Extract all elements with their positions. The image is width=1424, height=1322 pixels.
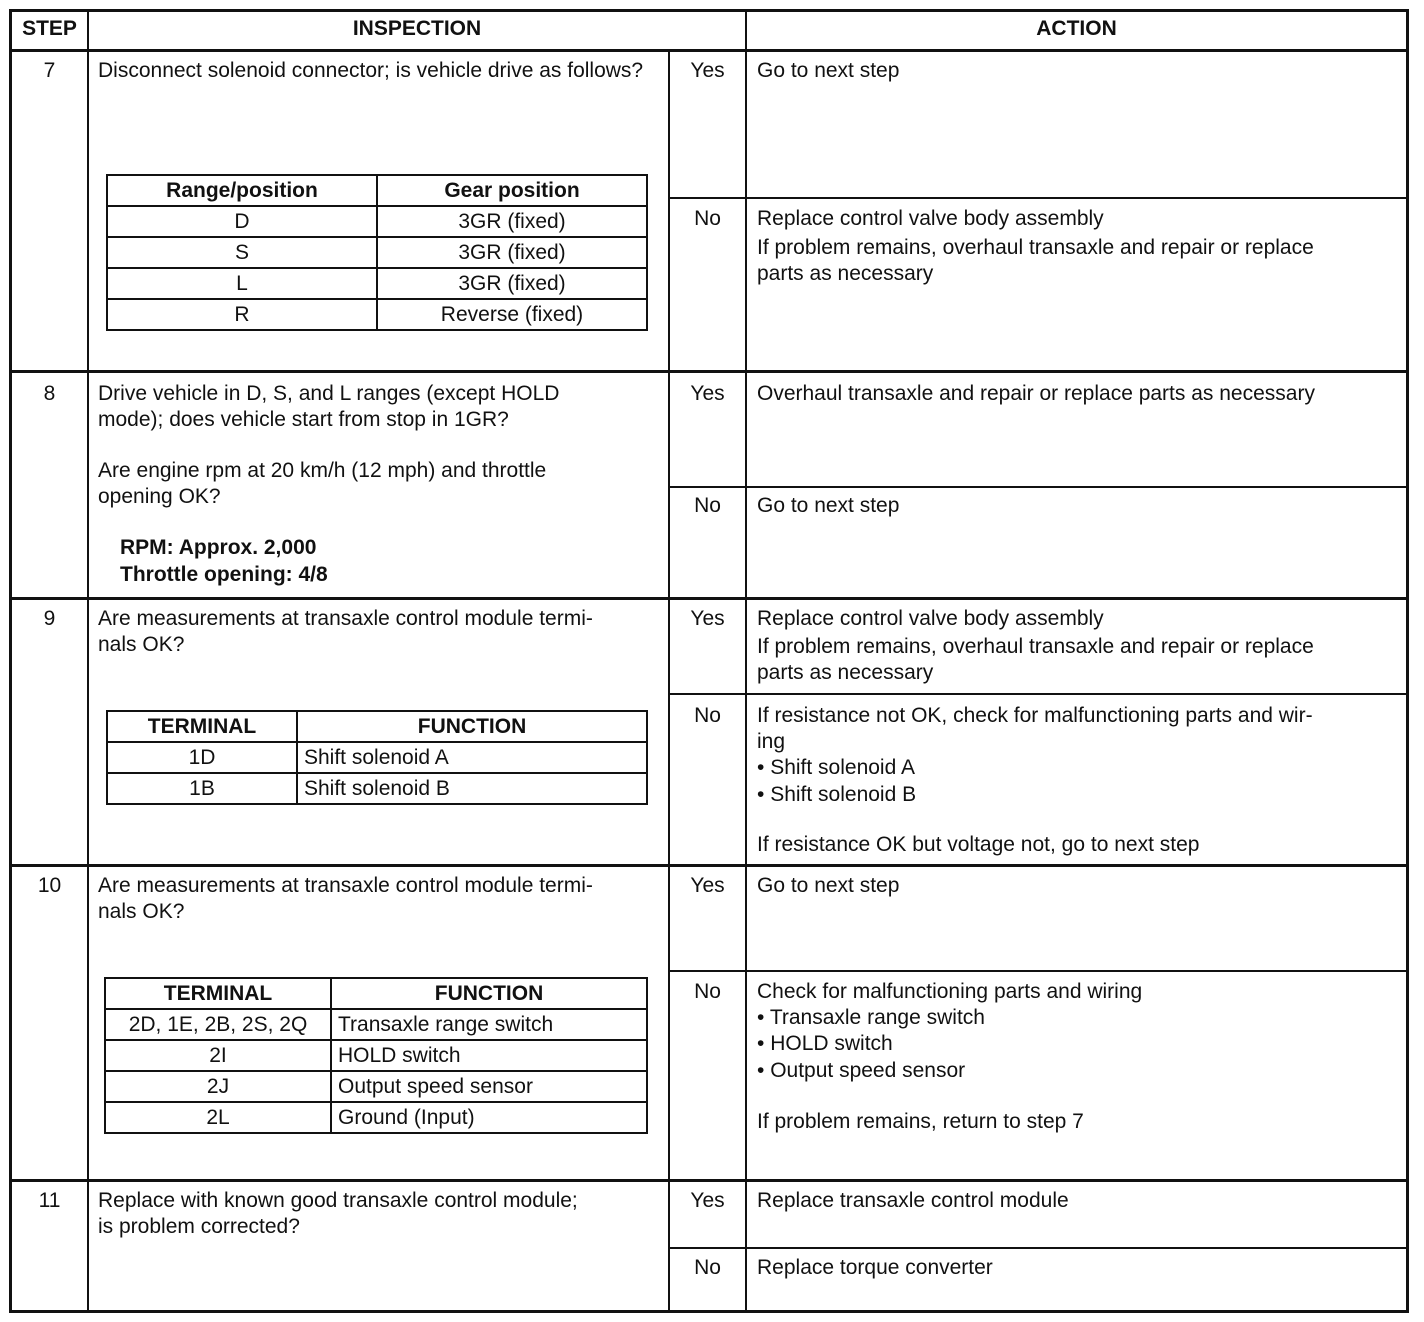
table-cell: Shift solenoid B — [297, 773, 647, 804]
step-number: 10 — [37, 874, 62, 897]
bullet-item: • Output speed sensor — [757, 1058, 965, 1084]
no-action: Go to next step — [757, 494, 900, 517]
table-cell: 3GR (fixed) — [377, 237, 647, 268]
inspection-line: Are measurements at transaxle control module termi- — [98, 607, 593, 630]
table-cell: 2J — [105, 1071, 331, 1102]
table-cell: R — [107, 299, 377, 330]
table-cell: 1B — [107, 773, 297, 804]
column-header: FUNCTION — [297, 711, 647, 742]
table-cell: S — [107, 237, 377, 268]
bullet-item: • Transaxle range switch — [757, 1005, 985, 1031]
no-action-line: If problem remains, overhaul transaxle and repair or replace — [757, 236, 1314, 259]
table-row — [105, 1071, 647, 1102]
table-row — [105, 1009, 647, 1040]
yes-label: Yes — [690, 59, 725, 82]
step-number: 7 — [43, 59, 56, 82]
table-cell: 3GR (fixed) — [377, 206, 647, 237]
table-row — [107, 742, 647, 773]
step-number: 8 — [43, 382, 56, 405]
yes-action: Go to next step — [757, 59, 900, 82]
spec-rpm: RPM: Approx. 2,000 — [120, 536, 317, 559]
inspection-line: nals OK? — [98, 900, 185, 923]
table-row — [107, 773, 647, 804]
inspection-text: Disconnect solenoid connector; is vehicle drive as follows? — [98, 59, 644, 82]
bullet-item: • HOLD switch — [757, 1031, 893, 1057]
inspection-line: Drive vehicle in D, S, and L ranges (except HOLD — [98, 382, 560, 405]
table-cell: Ground (Input) — [331, 1102, 647, 1133]
step-number: 11 — [38, 1189, 61, 1212]
inspection-line: opening OK? — [98, 485, 221, 508]
yes-label: Yes — [690, 382, 725, 405]
table-header-row — [107, 711, 647, 742]
inspection-line: Replace with known good transaxle control module; — [98, 1189, 578, 1212]
table-row — [107, 268, 647, 299]
yes-action-line: If problem remains, overhaul transaxle and repair or replace — [757, 635, 1314, 658]
table-cell: D — [107, 206, 377, 237]
yes-label: Yes — [690, 874, 725, 897]
table-cell: HOLD switch — [331, 1040, 647, 1071]
table-cell: 2L — [105, 1102, 331, 1133]
range-gear-table — [106, 174, 648, 331]
column-header: FUNCTION — [331, 978, 647, 1009]
header-inspection: INSPECTION — [352, 17, 482, 40]
terminal-function-table — [106, 710, 648, 805]
no-action-line: ing — [757, 730, 786, 753]
no-action-line: If resistance not OK, check for malfunctioning parts and wir- — [757, 704, 1313, 727]
no-label: No — [694, 494, 721, 517]
step-number: 9 — [43, 607, 56, 630]
column-header: Range/position — [107, 175, 377, 206]
table-cell: 1D — [107, 742, 297, 773]
table-row — [107, 206, 647, 237]
table-cell: 3GR (fixed) — [377, 268, 647, 299]
yes-action: Replace transaxle control module — [757, 1189, 1069, 1212]
table-cell: Reverse (fixed) — [377, 299, 647, 330]
table-header-row — [105, 978, 647, 1009]
table-cell: 2I — [105, 1040, 331, 1071]
no-note: If resistance OK but voltage not, go to next step — [757, 833, 1200, 856]
bullet-item: • Shift solenoid A — [757, 755, 915, 781]
header-step: STEP — [22, 17, 77, 40]
yes-action-line: parts as necessary — [757, 661, 934, 684]
table-header-row — [107, 175, 647, 206]
no-action-line: Replace control valve body assembly — [757, 207, 1104, 230]
spec-throttle: Throttle opening: 4/8 — [120, 563, 328, 586]
table-cell: Output speed sensor — [331, 1071, 647, 1102]
no-action: Replace torque converter — [757, 1256, 993, 1279]
inspection-line: mode); does vehicle start from stop in 1GR? — [98, 408, 509, 431]
no-label: No — [694, 207, 721, 230]
no-label: No — [694, 1256, 721, 1279]
column-header: Gear position — [377, 175, 647, 206]
header-action: ACTION — [1036, 17, 1117, 40]
yes-label: Yes — [690, 607, 725, 630]
inspection-line: Are engine rpm at 20 km/h (12 mph) and throttle — [98, 459, 547, 482]
table-cell: Shift solenoid A — [297, 742, 647, 773]
column-header: TERMINAL — [107, 711, 297, 742]
yes-action: Go to next step — [757, 874, 900, 897]
no-label: No — [694, 980, 721, 1003]
no-action: Check for malfunctioning parts and wiring — [757, 980, 1143, 1003]
terminal-function-table — [104, 977, 648, 1134]
table-cell: Transaxle range switch — [331, 1009, 647, 1040]
no-label: No — [694, 704, 721, 727]
table-cell: 2D, 1E, 2B, 2S, 2Q — [105, 1009, 331, 1040]
table-row — [105, 1040, 647, 1071]
inspection-line: Are measurements at transaxle control module termi- — [98, 874, 593, 897]
no-action-line: parts as necessary — [757, 262, 934, 285]
bullet-item: • Shift solenoid B — [757, 782, 916, 808]
yes-label: Yes — [690, 1189, 725, 1212]
yes-action-line: Replace control valve body assembly — [757, 607, 1104, 630]
inspection-line: is problem corrected? — [98, 1215, 300, 1238]
table-cell: L — [107, 268, 377, 299]
yes-action: Overhaul transaxle and repair or replace parts as necessary — [757, 382, 1315, 405]
table-row — [105, 1102, 647, 1133]
table-row — [107, 299, 647, 330]
no-note: If problem remains, return to step 7 — [757, 1110, 1084, 1133]
table-row — [107, 237, 647, 268]
column-header: TERMINAL — [105, 978, 331, 1009]
inspection-line: nals OK? — [98, 633, 185, 656]
